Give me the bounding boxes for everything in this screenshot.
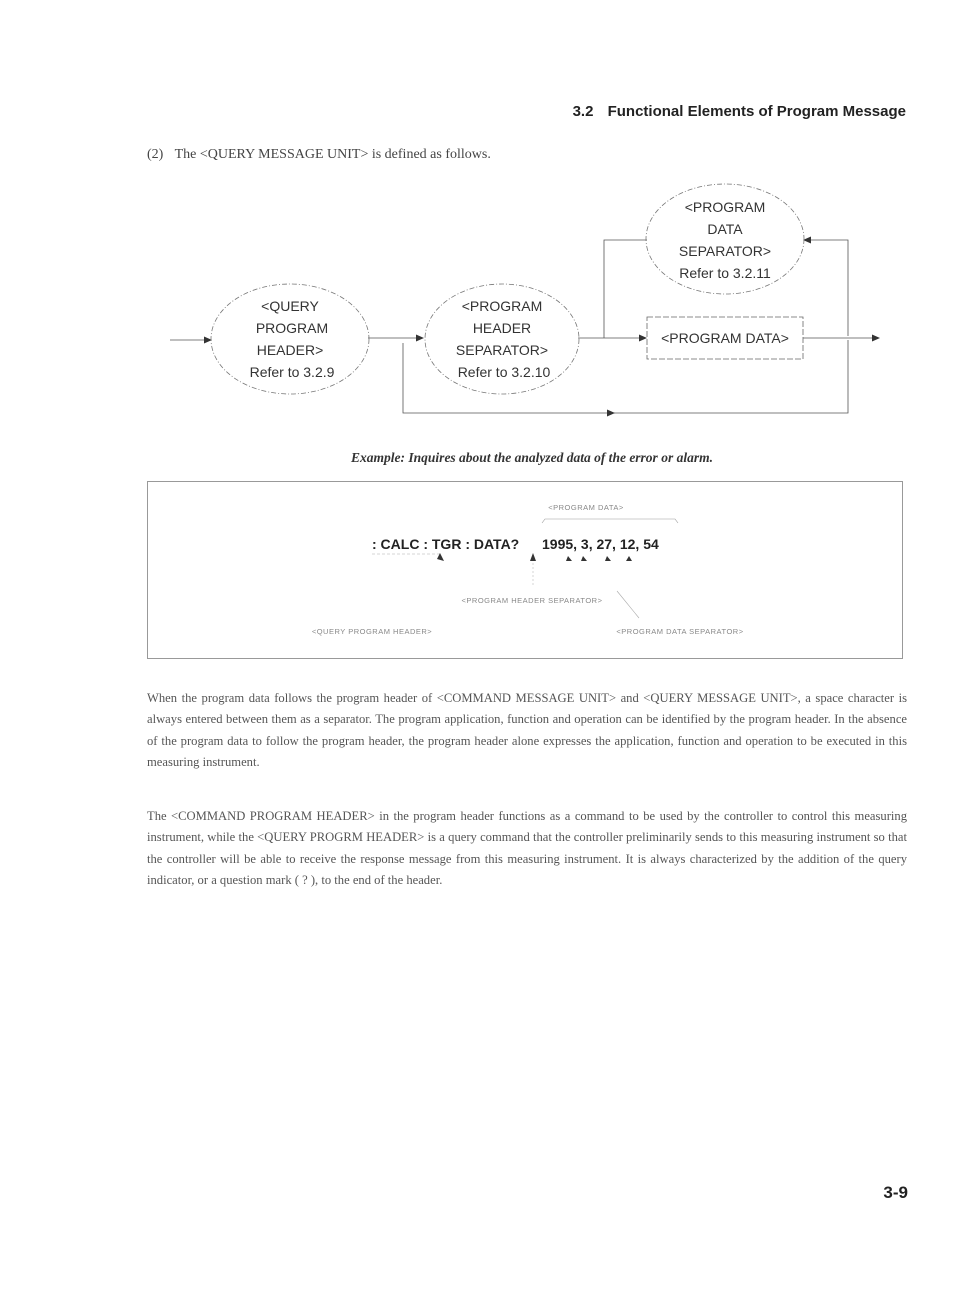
data-separator-pointer-3 bbox=[605, 556, 611, 561]
example-data: 1995, 3, 27, 12, 54 bbox=[542, 536, 659, 552]
section-title: Functional Elements of Program Message bbox=[607, 103, 906, 120]
data-separator-line3: SEPARATOR> bbox=[678, 243, 772, 259]
section-number: 3.2 bbox=[572, 103, 594, 120]
example-label-query-header: <QUERY PROGRAM HEADER> bbox=[311, 627, 433, 636]
example-caption: Example: Inquires about the analyzed data of the error or alarm. bbox=[351, 450, 713, 465]
separator-to-data-arrow bbox=[639, 335, 647, 342]
syntax-diagram bbox=[0, 0, 954, 470]
data-separator-pointer-2 bbox=[581, 556, 587, 561]
program-data-label: <PROGRAM DATA> bbox=[661, 330, 789, 346]
query-header-line1: <QUERY bbox=[261, 298, 319, 314]
bypass-arrow bbox=[607, 410, 615, 417]
data-separator-line2: DATA bbox=[707, 221, 743, 237]
query-header-line4: Refer to 3.2.9 bbox=[249, 364, 335, 380]
program-data-brace bbox=[542, 519, 678, 523]
loop-down-line bbox=[604, 240, 647, 338]
header-separator-line2: HEADER bbox=[472, 320, 532, 336]
paragraph-1: When the program data follows the program header of <COMMAND MESSAGE UNIT> and <QUERY MESSAGE UNIT>, a space character is always entered between them as a separator. The program application, function and operation can be identified by the program header. In the absence of the program data to follow the program header, the program header alone expresses the application, function and operation to be executed in this measuring instrument. bbox=[147, 691, 907, 769]
exit-arrow bbox=[872, 335, 880, 342]
example-label-program-data: <PROGRAM DATA> bbox=[548, 503, 624, 512]
data-separator-line1: <PROGRAM bbox=[684, 199, 766, 215]
data-separator-pointer-4 bbox=[626, 556, 632, 561]
example-label-header-separator: <PROGRAM HEADER SEPARATOR> bbox=[461, 596, 603, 605]
example-command: : CALC : TGR : DATA? bbox=[372, 536, 520, 552]
header-separator-line3: SEPARATOR> bbox=[455, 342, 549, 358]
header-separator-pointer bbox=[530, 553, 536, 561]
loop-return-line bbox=[806, 240, 848, 336]
query-header-line2: PROGRAM bbox=[255, 320, 329, 336]
paragraph-2: The <COMMAND PROGRAM HEADER> in the program header functions as a command to be used by the controller to control this measuring instrument, while the <QUERY PROGRM HEADER> is a query command that the controller preliminarily sends to this measuring instrument so that the controller will be able to receive the response message from this measuring instrument. It is always characterized by the addition of the query indicator, or a question mark ( ? ), to the end of the header. bbox=[147, 809, 907, 887]
data-separator-line4: Refer to 3.2.11 bbox=[679, 265, 771, 281]
header-separator-line4: Refer to 3.2.10 bbox=[457, 364, 551, 380]
data-separator-pointer-1 bbox=[566, 556, 572, 561]
query-to-separator-arrow bbox=[416, 335, 424, 342]
page-number: 3-9 bbox=[883, 1183, 908, 1202]
intro-index: (2) bbox=[147, 147, 164, 162]
example-diagram bbox=[147, 481, 903, 659]
intro-text: The <QUERY MESSAGE UNIT> is defined as follows. bbox=[174, 147, 491, 162]
example-label-data-separator: <PROGRAM DATA SEPARATOR> bbox=[616, 627, 744, 636]
data-separator-leader bbox=[617, 591, 639, 618]
query-header-line3: HEADER> bbox=[256, 342, 324, 358]
header-separator-line1: <PROGRAM bbox=[461, 298, 543, 314]
